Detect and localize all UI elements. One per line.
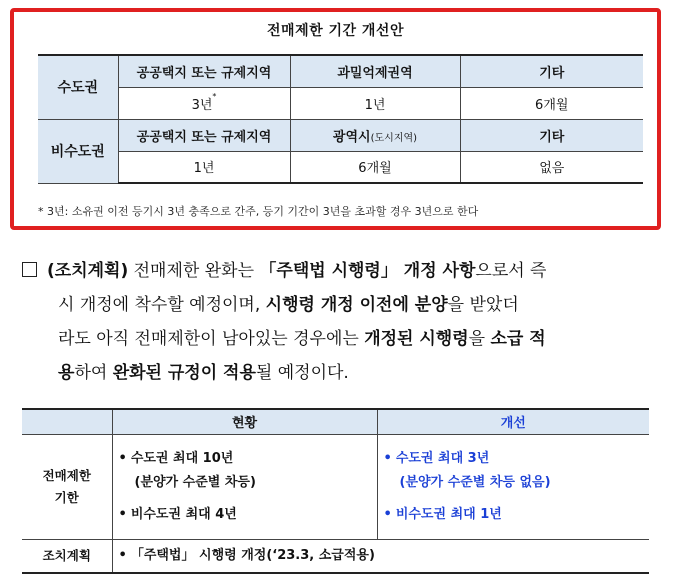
empty-header-cell bbox=[22, 409, 112, 434]
noncapital-header-1: 공공택지 또는 규제지역 bbox=[118, 119, 290, 151]
capital-header-3: 기타 bbox=[460, 55, 643, 87]
noncapital-value-2: 6개월 bbox=[290, 151, 460, 183]
current-cell bbox=[112, 434, 377, 539]
improve-item-1-sub: (분양가 수준별 차등 없음) bbox=[399, 474, 551, 490]
comparison-header-row bbox=[22, 409, 649, 434]
capital-value-2: 1년 bbox=[290, 87, 460, 119]
comparison-row-action bbox=[22, 539, 649, 573]
region-capital: 수도권 bbox=[38, 55, 118, 119]
noncapital-header-2: 광역시(도시지역) bbox=[290, 119, 460, 151]
region-noncapital: 비수도권 bbox=[38, 119, 118, 183]
noncapital-value-row bbox=[38, 151, 643, 183]
footnote: * 3년: 소유권 이전 등기시 3년 충족으로 간주, 등기 기간이 3년을 초과할 경우 3년으로 한다 bbox=[38, 205, 479, 218]
current-item-2: • 비수도권 최대 4년 bbox=[118, 506, 237, 522]
header-improve: 개선 bbox=[377, 409, 649, 434]
restriction-period-box bbox=[10, 8, 661, 230]
footnote-mark: * bbox=[212, 91, 217, 101]
noncapital-value-3: 없음 bbox=[460, 151, 643, 183]
urban-area-note: (도시지역) bbox=[370, 132, 418, 144]
box-title: 전매제한 기간 개선안 bbox=[267, 23, 404, 39]
current-item-1: • 수도권 최대 10년 bbox=[118, 450, 234, 466]
row-label-action: 조치계획 bbox=[22, 539, 112, 573]
improve-cell bbox=[377, 434, 649, 539]
action-item: • 「주택법」 시행령 개정(‘23.3, 소급적용) bbox=[118, 547, 375, 563]
improve-item-2: • 비수도권 최대 1년 bbox=[383, 506, 502, 522]
noncapital-value-1: 1년 bbox=[118, 151, 290, 183]
capital-value-1: 3년* bbox=[118, 87, 290, 119]
capital-header-2: 과밀억제권역 bbox=[290, 55, 460, 87]
header-current: 현황 bbox=[112, 409, 377, 434]
capital-value-3: 6개월 bbox=[460, 87, 643, 119]
capital-header-row bbox=[38, 55, 643, 87]
current-item-1-sub: (분양가 수준별 차등) bbox=[134, 474, 256, 490]
row-label-period: 전매제한 기한 bbox=[22, 434, 112, 539]
noncapital-header-3: 기타 bbox=[460, 119, 643, 151]
restriction-period-table bbox=[38, 54, 643, 184]
noncapital-header-row bbox=[38, 119, 643, 151]
comparison-row-period bbox=[22, 434, 649, 539]
capital-header-1: 공공택지 또는 규제지역 bbox=[118, 55, 290, 87]
para-line-1: (조치계획) 전매제한 완화는 「주택법 시행령」 개정 사항으로서 즉 bbox=[22, 254, 662, 288]
improve-item-1: • 수도권 최대 3년 bbox=[383, 450, 490, 466]
action-plan-paragraph bbox=[22, 254, 662, 390]
para-line-3: 라도 아직 전매제한이 남아있는 경우에는 개정된 시행령을 소급 적 bbox=[58, 329, 546, 349]
comparison-table bbox=[22, 408, 649, 574]
capital-value-row bbox=[38, 87, 643, 119]
para-line-4: 용하여 완화된 규정이 적용될 예정이다. bbox=[58, 363, 349, 383]
action-cell bbox=[112, 539, 649, 573]
para-line-2: 시 개정에 착수할 예정이며, 시행령 개정 이전에 분양을 받았더 bbox=[58, 295, 519, 315]
checkbox-icon bbox=[22, 262, 37, 277]
